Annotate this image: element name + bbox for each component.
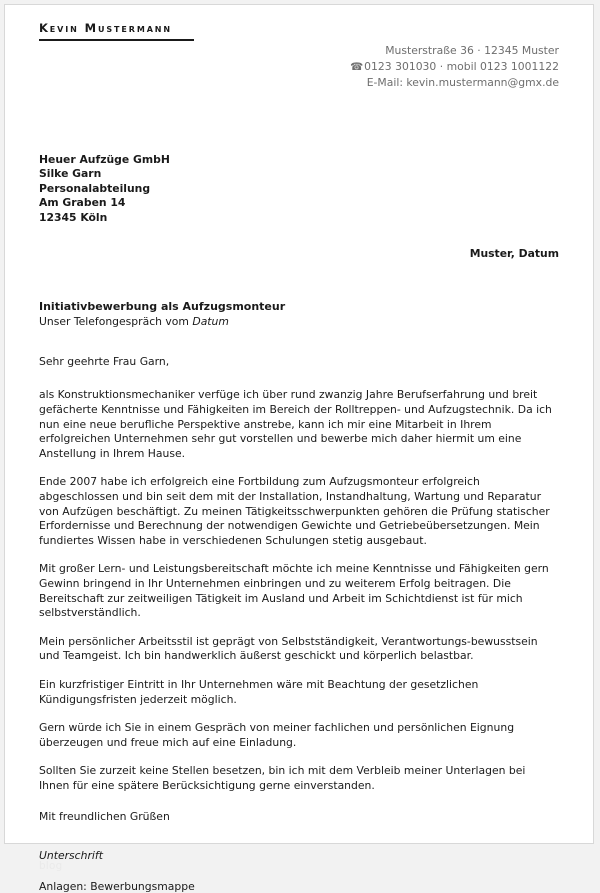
subject-block <box>39 300 559 328</box>
sender-contact-block <box>350 19 559 91</box>
sender-phone: 0123 301030 · mobil 0123 1001122 <box>364 59 559 73</box>
sender-address: Musterstraße 36 · 12345 Muster <box>385 44 559 57</box>
letterhead <box>39 19 559 91</box>
sender-email: E-Mail: kevin.mustermann@gmx.de <box>366 76 559 89</box>
sender-phone-line <box>350 59 559 76</box>
body-paragraph: Gern würde ich Sie in einem Gespräch von meiner fachlichen und persönlichen Eignung überzeugen und freue mich auf eine Einladung. <box>39 721 515 749</box>
enclosures-line: Anlagen: Bewerbungsmappe <box>39 879 195 893</box>
closing-phrase: Mit freundlichen Grüßen <box>39 809 170 823</box>
letter-content <box>5 5 593 893</box>
date-line: Muster, Datum <box>469 247 559 261</box>
recipient-department: Personalabteilung <box>39 181 151 195</box>
body-paragraph: Ende 2007 habe ich erfolgreich eine Fortbildung zum Aufzugsmonteur erfolgreich abgeschlossen und bin seit dem mit der Installation, Instandhaltung, Wartung und Reparatur von Aufzügen beschäftigt. Zu meinen Tätigkeitsschwerpunkten gehören die Prüfung statischer Erfordernisse und Berechnung der notwendigen Gewichte und Getriebeübersetzungen. Mein fundiertes Wissen habe in verschiedenen Schulungen stetig ausgebaut. <box>39 475 550 547</box>
sender-identity <box>39 19 194 41</box>
subject-reference <box>39 315 559 328</box>
subject-reference-emphasis: Datum <box>192 315 229 329</box>
body-paragraph: Mit großer Lern- und Leistungsbereitschaft möchte ich meine Kenntnisse und Fähigkeiten gern Gewinn bringend in Ihr Unternehmen einbringen und zu weiterem Erfolg beitragen. Die Bereitschaft zur zeitweiligen Tätigkeit im Ausland und Arbeit im Schichtdienst ist für mich selbstverständlich. <box>39 562 549 620</box>
recipient-company: Heuer Aufzüge GmbH <box>39 152 170 166</box>
body-paragraph: als Konstruktionsmechaniker verfüge ich über rund zwanzig Jahre Berufserfahrung und breit gefächerte Kenntnisse und Fähigkeiten im Bereich der Rolltreppen- und Aufzugstechnik. Da ich nun eine neue berufliche Perspektive anstrebe, kann ich mir eine Mitarbeit in Ihrem erfolgreichen Unternehmen sehr gut vorstellen und bewerbe mich daher hiermit um eine Anstellung in Ihrem Hause. <box>39 388 552 460</box>
recipient-block <box>39 153 559 226</box>
subject-title: Initiativbewerbung als Aufzugsmonteur <box>39 300 286 314</box>
letterhead-divider <box>39 39 194 41</box>
salutation: Sehr geehrte Frau Garn, <box>39 355 170 369</box>
signature-line <box>39 848 559 872</box>
body-paragraph: Sollten Sie zurzeit keine Stellen besetzen, bin ich mit dem Verbleib meiner Unterlagen bei Ihnen für eine spätere Berücksichtigung gerne einverstanden. <box>39 764 526 792</box>
body-paragraph: Ein kurzfristiger Eintritt in Ihr Unternehmen wäre mit Beachtung der gesetzlichen Kündigungsfristen jederzeit möglich. <box>39 677 479 706</box>
recipient-contact-person: Silke Garn <box>39 167 102 181</box>
sender-name: Kevin Mustermann <box>39 21 172 35</box>
letter-body <box>39 388 559 793</box>
phone-icon: ☎ <box>350 60 364 73</box>
watermark-text: blog <box>39 859 63 872</box>
signature-text: Unterschrift <box>39 848 103 862</box>
body-paragraph: Mein persönlicher Arbeitsstil ist geprägt von Selbstständigkeit, Verantwortungs-bewusstsein und Teamgeist. Ich bin handwerklich äußerst geschickt und körperlich belastbar. <box>39 634 538 663</box>
recipient-city: 12345 Köln <box>39 210 108 224</box>
recipient-street: Am Graben 14 <box>39 196 126 210</box>
subject-reference-text: Unser Telefongespräch vom <box>39 315 193 329</box>
letter-page <box>4 4 594 893</box>
